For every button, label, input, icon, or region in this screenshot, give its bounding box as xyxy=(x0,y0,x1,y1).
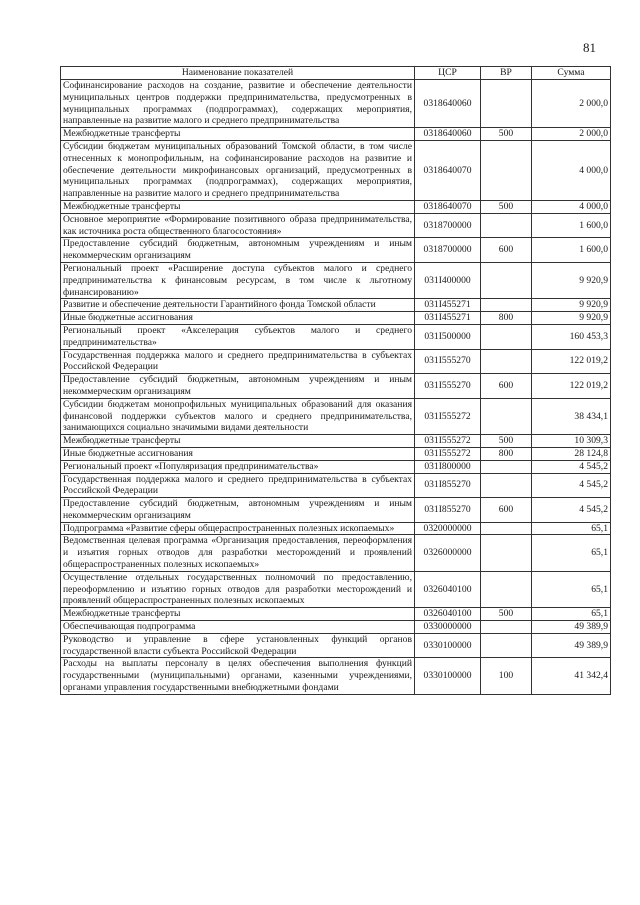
row-sum: 122 019,2 xyxy=(532,374,611,399)
row-sum: 65,1 xyxy=(532,535,611,571)
row-name: Государственная поддержка малого и среднего предпринимательства в субъектах Российской Федерации xyxy=(61,349,415,374)
row-csr: 031I855270 xyxy=(415,473,481,498)
row-csr: 031I800000 xyxy=(415,460,481,473)
row-sum: 9 920,9 xyxy=(532,299,611,312)
row-csr: 031I555270 xyxy=(415,349,481,374)
row-vr xyxy=(481,299,532,312)
header-csr: ЦСР xyxy=(415,67,481,80)
row-csr: 0318700000 xyxy=(415,213,481,238)
row-vr: 500 xyxy=(481,128,532,141)
row-name: Региональный проект «Популяризация предпринимательства» xyxy=(61,460,415,473)
row-name: Подпрограмма «Развитие сферы общераспространенных полезных ископаемых» xyxy=(61,522,415,535)
table-row xyxy=(61,633,611,658)
row-csr: 031I555270 xyxy=(415,374,481,399)
table-row xyxy=(61,128,611,141)
row-vr: 100 xyxy=(481,658,532,694)
row-csr: 0320000000 xyxy=(415,522,481,535)
table-row xyxy=(61,658,611,694)
row-sum: 28 124,8 xyxy=(532,447,611,460)
row-vr xyxy=(481,621,532,634)
table-row xyxy=(61,447,611,460)
table-row xyxy=(61,324,611,349)
table-row xyxy=(61,473,611,498)
table-row xyxy=(61,621,611,634)
table-row xyxy=(61,238,611,263)
row-sum: 65,1 xyxy=(532,522,611,535)
row-sum: 65,1 xyxy=(532,571,611,607)
row-name: Межбюджетные трансферты xyxy=(61,128,415,141)
table-row xyxy=(61,435,611,448)
row-name: Межбюджетные трансферты xyxy=(61,608,415,621)
row-vr xyxy=(481,571,532,607)
row-csr: 0318640060 xyxy=(415,80,481,128)
row-csr: 0318700000 xyxy=(415,238,481,263)
row-name: Предоставление субсидий бюджетным, автономным учреждениям и иным некоммерческим организациям xyxy=(61,238,415,263)
row-vr xyxy=(481,398,532,434)
header-vr: ВР xyxy=(481,67,532,80)
row-sum: 4 545,2 xyxy=(532,473,611,498)
table-row xyxy=(61,349,611,374)
table-row xyxy=(61,522,611,535)
row-vr xyxy=(481,80,532,128)
row-vr xyxy=(481,349,532,374)
row-sum: 2 000,0 xyxy=(532,80,611,128)
table-header-row xyxy=(61,67,611,80)
row-csr: 0318640070 xyxy=(415,200,481,213)
row-sum: 4 545,2 xyxy=(532,460,611,473)
table-row xyxy=(61,80,611,128)
row-name: Обеспечивающая подпрограмма xyxy=(61,621,415,634)
row-vr xyxy=(481,633,532,658)
row-name: Региональный проект «Расширение доступа субъектов малого и среднего предпринимательства к финансовым ресурсам, в том числе к льготному финансированию» xyxy=(61,262,415,298)
table-row xyxy=(61,571,611,607)
row-sum: 4 000,0 xyxy=(532,200,611,213)
table-row xyxy=(61,398,611,434)
table-row xyxy=(61,374,611,399)
row-csr: 031I500000 xyxy=(415,324,481,349)
row-name: Расходы на выплаты персоналу в целях обеспечения выполнения функций государственными (муниципальными) органами, казенными учреждениями, органами управления государственными внебюджетными фондами xyxy=(61,658,415,694)
row-name: Предоставление субсидий бюджетным, автономным учреждениям и иным некоммерческим организациям xyxy=(61,374,415,399)
row-vr xyxy=(481,473,532,498)
row-csr: 0318640070 xyxy=(415,140,481,200)
row-name: Иные бюджетные ассигнования xyxy=(61,312,415,325)
row-sum: 49 389,9 xyxy=(532,633,611,658)
row-name: Осуществление отдельных государственных полномочий по предоставлению, переоформлению и изъятию горных отводов для разработки месторождений и проявлений общераспространенных полезных ископаемых xyxy=(61,571,415,607)
row-vr xyxy=(481,213,532,238)
header-name: Наименование показателей xyxy=(61,67,415,80)
row-csr: 0330100000 xyxy=(415,633,481,658)
row-name: Софинансирование расходов на создание, развитие и обеспечение деятельности муниципальных центров поддержки предпринимательства, предусмотренных в муниципальных программах (подпрограммах), содержащих мероприятия, направленные на развитие малого и среднего предпринимательства xyxy=(61,80,415,128)
budget-table xyxy=(60,66,611,695)
row-vr xyxy=(481,535,532,571)
row-sum: 4 000,0 xyxy=(532,140,611,200)
row-name: Предоставление субсидий бюджетным, автономным учреждениям и иным некоммерческим организациям xyxy=(61,498,415,523)
row-name: Межбюджетные трансферты xyxy=(61,435,415,448)
row-csr: 0318640060 xyxy=(415,128,481,141)
row-vr: 600 xyxy=(481,498,532,523)
row-vr xyxy=(481,140,532,200)
header-sum: Сумма xyxy=(532,67,611,80)
page-number: 81 xyxy=(583,40,596,55)
row-name: Развитие и обеспечение деятельности Гарантийного фонда Томской области xyxy=(61,299,415,312)
table-row xyxy=(61,312,611,325)
row-sum: 1 600,0 xyxy=(532,238,611,263)
row-sum: 160 453,3 xyxy=(532,324,611,349)
row-sum: 9 920,9 xyxy=(532,312,611,325)
row-name: Межбюджетные трансферты xyxy=(61,200,415,213)
row-vr xyxy=(481,324,532,349)
row-sum: 49 389,9 xyxy=(532,621,611,634)
row-name: Региональный проект «Акселерация субъектов малого и среднего предпринимательства» xyxy=(61,324,415,349)
table-row xyxy=(61,498,611,523)
row-sum: 38 434,1 xyxy=(532,398,611,434)
row-csr: 0326040100 xyxy=(415,608,481,621)
table-row xyxy=(61,200,611,213)
row-sum: 2 000,0 xyxy=(532,128,611,141)
row-vr: 500 xyxy=(481,200,532,213)
row-csr: 031I455271 xyxy=(415,312,481,325)
row-csr: 031I555272 xyxy=(415,435,481,448)
row-name: Государственная поддержка малого и среднего предпринимательства в субъектах Российской Федерации xyxy=(61,473,415,498)
row-name: Субсидии бюджетам муниципальных образований Томской области, в том числе отнесенных к монопрофильным, на софинансирование расходов на развитие и обеспечение деятельности микрофинансовых организаций, предусмотренных в муниципальных программах (подпрограммах), содержащих мероприятия, направленные на развитие малого и среднего предпринимательства xyxy=(61,140,415,200)
row-name: Руководство и управление в сфере установленных функций органов государственной власти субъекта Российской Федерации xyxy=(61,633,415,658)
row-name: Иные бюджетные ассигнования xyxy=(61,447,415,460)
table-row xyxy=(61,608,611,621)
row-csr: 0330100000 xyxy=(415,658,481,694)
row-vr xyxy=(481,262,532,298)
row-name: Основное мероприятие «Формирование позитивного образа предпринимательства, как источника роста общественного благосостояния» xyxy=(61,213,415,238)
row-sum: 9 920,9 xyxy=(532,262,611,298)
row-vr: 600 xyxy=(481,374,532,399)
table-row xyxy=(61,140,611,200)
row-vr xyxy=(481,460,532,473)
row-csr: 0326040100 xyxy=(415,571,481,607)
row-vr: 800 xyxy=(481,312,532,325)
row-name: Ведомственная целевая программа «Организация предоставления, переоформления и изъятия горных отводов для разработки месторождений и проявлений общераспространенных полезных ископаемых» xyxy=(61,535,415,571)
row-vr xyxy=(481,522,532,535)
row-csr: 0326000000 xyxy=(415,535,481,571)
row-sum: 1 600,0 xyxy=(532,213,611,238)
row-csr: 031I855270 xyxy=(415,498,481,523)
row-csr: 031I555272 xyxy=(415,398,481,434)
row-csr: 031I555272 xyxy=(415,447,481,460)
row-vr: 500 xyxy=(481,435,532,448)
table-row xyxy=(61,213,611,238)
row-sum: 10 309,3 xyxy=(532,435,611,448)
table-row xyxy=(61,460,611,473)
row-sum: 4 545,2 xyxy=(532,498,611,523)
row-csr: 031I455271 xyxy=(415,299,481,312)
row-vr: 800 xyxy=(481,447,532,460)
row-name: Субсидии бюджетам монопрофильных муниципальных образований для оказания финансовой поддержки субъектов малого и среднего предпринимательства, занимающихся социально значимыми видами деятельности xyxy=(61,398,415,434)
row-sum: 41 342,4 xyxy=(532,658,611,694)
table-row xyxy=(61,299,611,312)
row-sum: 65,1 xyxy=(532,608,611,621)
table-row xyxy=(61,262,611,298)
row-csr: 031I400000 xyxy=(415,262,481,298)
row-sum: 122 019,2 xyxy=(532,349,611,374)
row-vr: 600 xyxy=(481,238,532,263)
row-vr: 500 xyxy=(481,608,532,621)
table-row xyxy=(61,535,611,571)
row-csr: 0330000000 xyxy=(415,621,481,634)
